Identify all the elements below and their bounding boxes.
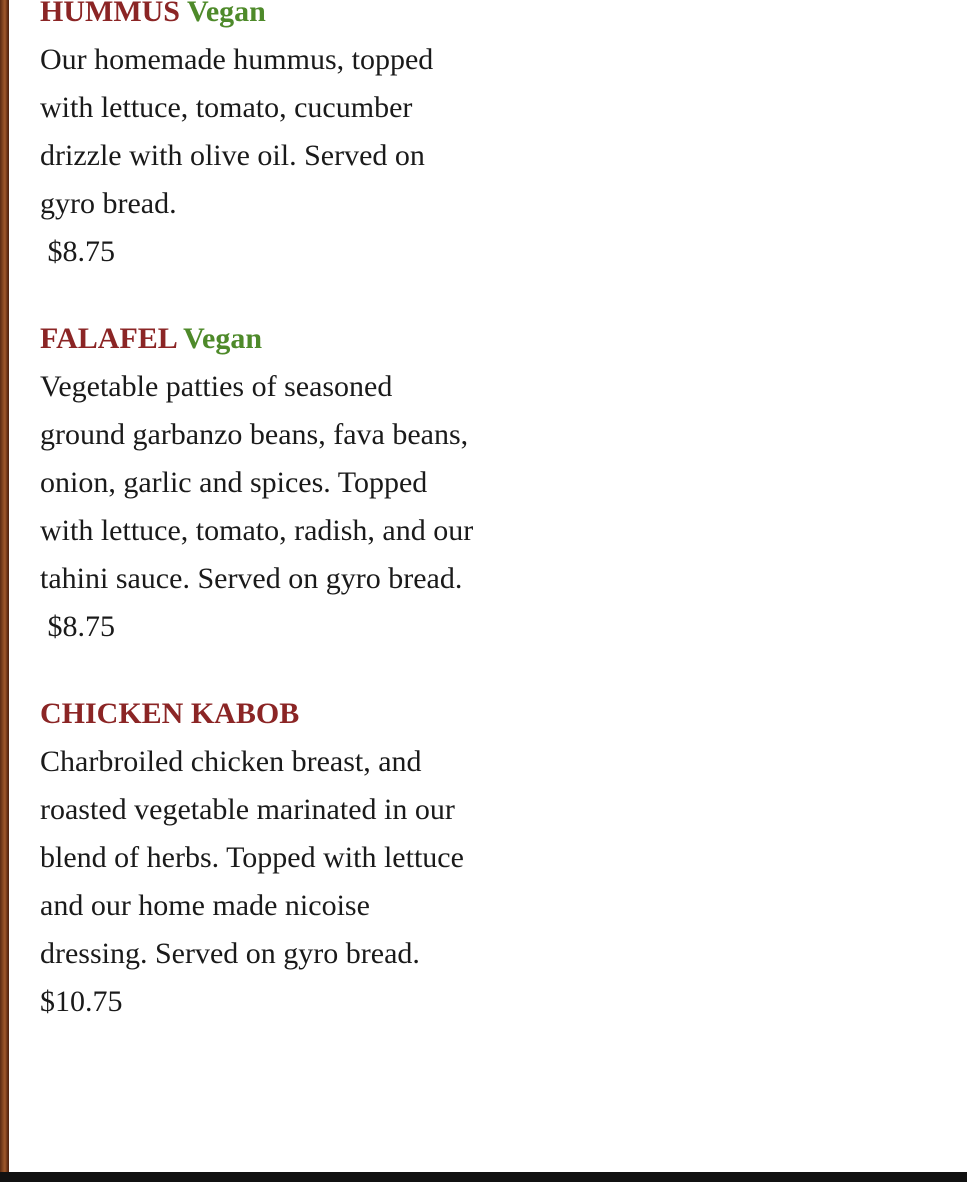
item-name: FALAFEL [40,322,177,355]
wood-border-left [0,0,9,1172]
menu-item-hummus [40,0,480,276]
vegan-tag: Vegan [186,0,266,28]
menu-item-falafel [40,315,480,651]
item-title [40,315,480,363]
item-description: Vegetable patties of seasoned ground garbanzo beans, fava beans, onion, garlic and spices. Topped with lettuce, tomato, radish, and our tahini sauce. Served on gyro bread. [40,370,474,595]
item-price: $8.75 [40,610,115,643]
item-description: Charbroiled chicken breast, and roasted vegetable marinated in our blend of herbs. Topped with lettuce and our home made nicoise dressing. Served on gyro bread. [40,745,464,970]
item-title [40,690,480,738]
vegan-tag: Vegan [183,322,263,355]
menu-item-chicken-kabob [40,690,480,1026]
item-title [40,0,480,36]
item-price: $10.75 [40,985,123,1018]
item-price: $8.75 [40,235,115,268]
item-name: HUMMUS [40,0,180,28]
bottom-border [0,1172,967,1182]
menu-content [40,0,480,1065]
item-description: Our homemade hummus, topped with lettuce, tomato, cucumber drizzle with olive oil. Served on gyro bread. [40,43,434,220]
item-name: CHICKEN KABOB [40,697,300,730]
